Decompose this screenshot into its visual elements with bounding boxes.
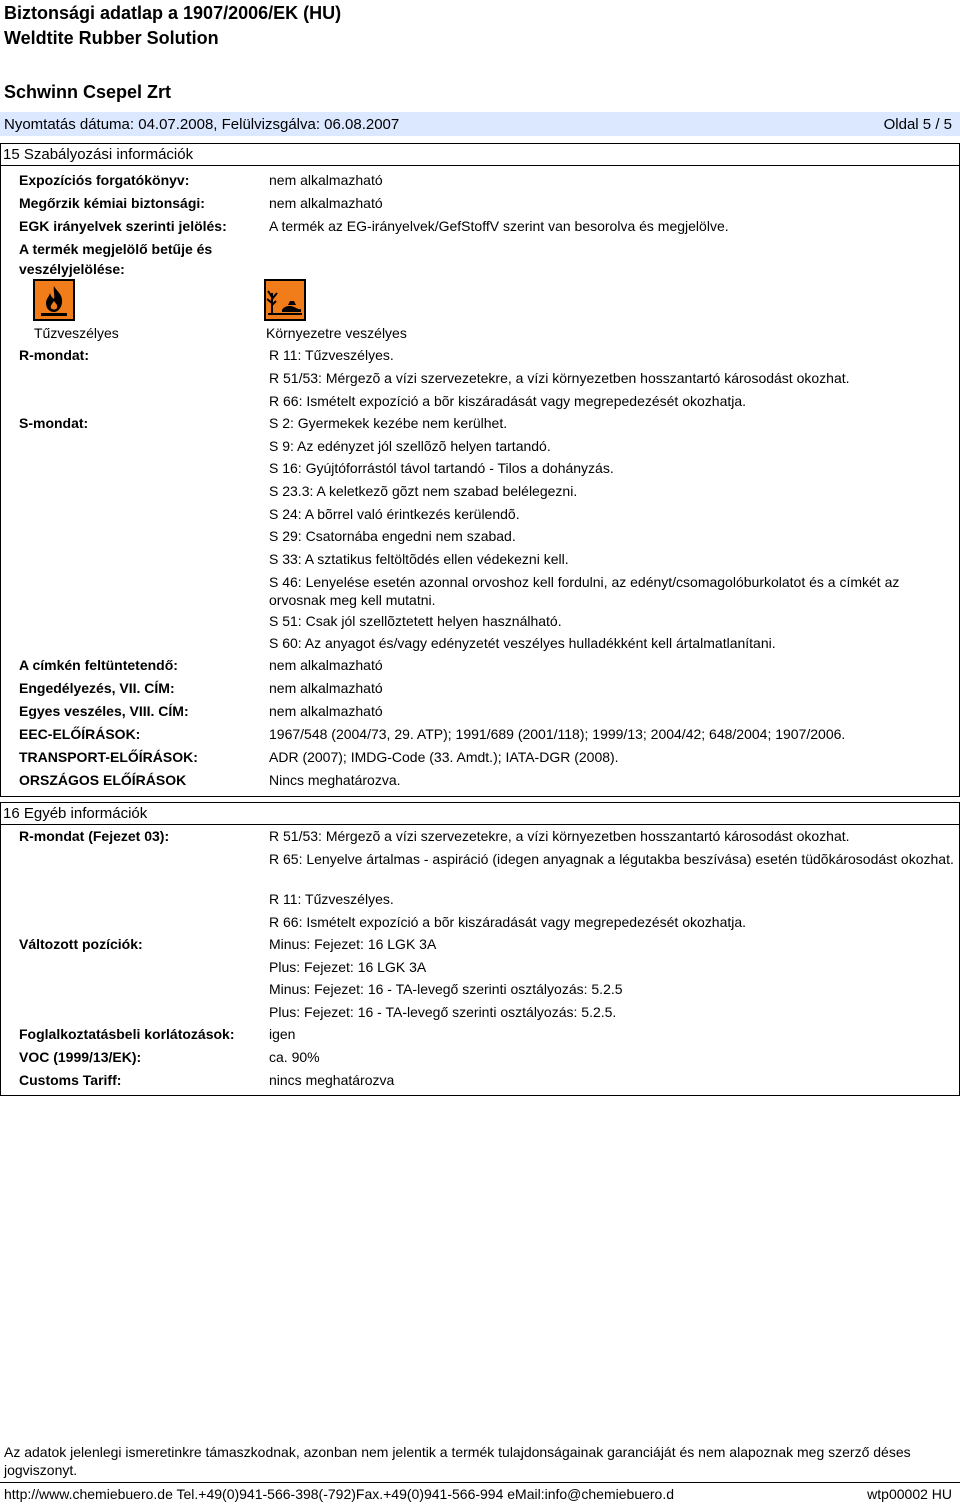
employment-label: Foglalkoztatásbeli korlátozások: xyxy=(19,1026,235,1042)
authorisation-value: nem alkalmazható xyxy=(269,680,383,696)
r-phrase-ch3-value: R 11: Tűzveszélyes. xyxy=(269,891,394,907)
r-phrase-ch3-value: R 65: Lenyelve ártalmas - aspiráció (idegen anyagnak a légutakba beszívása) esetén tüdõkárosodást okozhat. xyxy=(269,851,954,867)
egk-value: A termék az EG-irányelvek/GefStoffV szerint van besorolva és megjelölve. xyxy=(269,218,729,234)
eec-label: EEC-ELŐÍRÁSOK: xyxy=(19,726,141,742)
company-name: Schwinn Csepel Zrt xyxy=(4,82,172,102)
transport-value: ADR (2007); IMDG-Code (33. Amdt.); IATA-DGR (2008). xyxy=(269,749,619,765)
r-phrase-ch3-value: R 66: Ismételt expozíció a bõr kiszáradását vagy megrepedezését okozhatja. xyxy=(269,914,747,930)
footer-bar xyxy=(0,1482,960,1504)
voc-label: VOC (1999/13/EK): xyxy=(19,1049,142,1065)
voc-value: ca. 90% xyxy=(269,1049,320,1065)
customs-label: Customs Tariff: xyxy=(19,1072,122,1088)
changed-position-value: Minus: Fejezet: 16 LGK 3A xyxy=(269,936,437,952)
r-phrase-ch3-value: R 51/53: Mérgezõ a vízi szervezetekre, a vízi környezetben hosszantartó károsodást okozhat. xyxy=(269,828,850,844)
authorisation-label: Engedélyezés, VII. CÍM: xyxy=(19,680,175,696)
s-phrase-value: S 23.3: A keletkezõ gõzt nem szabad belélegezni. xyxy=(269,483,578,499)
changed-position-value: Minus: Fejezet: 16 - TA-levegő szerinti osztályozás: 5.2.5 xyxy=(269,981,623,997)
customs-value: nincs meghatározva xyxy=(269,1072,395,1088)
exposure-scenario-label: Expozíciós forgatókönyv: xyxy=(19,172,190,188)
egk-label: EGK irányelvek szerinti jelölés: xyxy=(19,218,227,234)
print-info: Nyomtatás dátuma: 04.07.2008, Felülvizsgálva: 06.08.2007 xyxy=(4,116,400,133)
chemical-safety-value: nem alkalmazható xyxy=(269,195,383,211)
s-phrase-value: S 9: Az edényzet jól szellõzõ helyen tartandó. xyxy=(269,438,551,454)
product-name: Weldtite Rubber Solution xyxy=(4,28,219,48)
restriction-label: Egyes veszéles, VIII. CÍM: xyxy=(19,703,189,719)
label-info-label: A címkén feltüntetendő: xyxy=(19,657,178,673)
label-info-value: nem alkalmazható xyxy=(269,657,383,673)
exposure-scenario-value: nem alkalmazható xyxy=(269,172,383,188)
changed-position-value: Plus: Fejezet: 16 - TA-levegő szerinti osztályozás: 5.2.5. xyxy=(269,1004,617,1020)
s-phrase-value: S 2: Gyermekek kezébe nem kerülhet. xyxy=(269,415,508,431)
environment-hazard-icon xyxy=(264,279,306,321)
s-phrase-value: S 33: A sztatikus feltöltõdés ellen védekezni kell. xyxy=(269,551,569,567)
r-phrase-ch3-label: R-mondat (Fejezet 03): xyxy=(19,828,170,844)
section-16-title: 16 Egyéb információk xyxy=(0,802,960,824)
document-title: Biztonsági adatlap a 1907/2006/EK (HU) xyxy=(4,3,342,23)
hazard-letter-label: A termék megjelölő betűje és veszélyjelölése: xyxy=(19,241,213,277)
s-phrase-value: S 16: Gyújtóforrástól távol tartandó - Tilos a dohányzás. xyxy=(269,460,614,476)
s-phrase-value: S 29: Csatornába engedni nem szabad. xyxy=(269,528,516,544)
r-phrase-value: R 11: Tűzveszélyes. xyxy=(269,347,394,363)
s-phrase-label: S-mondat: xyxy=(19,415,89,431)
r-phrase-value: R 51/53: Mérgezõ a vízi szervezetekre, a vízi környezetben hosszantartó károsodást okozhat. xyxy=(269,370,850,386)
disclaimer: Az adatok jelenlegi ismeretinkre támaszkodnak, azonban nem jelentik a termék tulajdonságainak garanciáját és nem alapoznak meg szerző déses jogviszonyt. xyxy=(4,1444,911,1478)
transport-label: TRANSPORT-ELŐÍRÁSOK: xyxy=(19,749,198,765)
document-code: wtp00002 HU xyxy=(867,1486,952,1502)
page-number: Oldal 5 / 5 xyxy=(883,116,952,133)
eec-value: 1967/548 (2004/73, 29. ATP); 1991/689 (2001/118); 1999/13; 2004/42; 648/2004; 1907/2006. xyxy=(269,726,846,742)
s-phrase-value: S 60: Az anyagot és/vagy edényzetét veszélyes hulladékként kell ártalmatlanítani. xyxy=(269,635,776,651)
s-phrase-value: S 24: A bõrrel való érintkezés kerülendõ. xyxy=(269,506,520,522)
employment-value: igen xyxy=(269,1026,296,1042)
national-value: Nincs meghatározva. xyxy=(269,772,401,788)
chemical-safety-label: Megőrzik kémiai biztonsági: xyxy=(19,195,205,211)
contact-info: http://www.chemiebuero.de Tel.+49(0)941-566-398(-792)Fax.+49(0)941-566-994 eMail:info@chemiebuero.d xyxy=(4,1486,675,1502)
changed-positions-label: Változott pozíciók: xyxy=(19,936,143,952)
changed-position-value: Plus: Fejezet: 16 LGK 3A xyxy=(269,959,427,975)
s-phrase-value: S 51: Csak jól szellõztetett helyen használható. xyxy=(269,613,562,629)
national-label: ORSZÁGOS ELŐÍRÁSOK xyxy=(19,772,187,788)
r-phrase-value: R 66: Ismételt expozíció a bõr kiszáradását vagy megrepedezését okozhatja. xyxy=(269,393,747,409)
section-15-title: 15 Szabályozási információk xyxy=(0,143,960,165)
restriction-value: nem alkalmazható xyxy=(269,703,383,719)
r-phrase-label: R-mondat: xyxy=(19,347,89,363)
environment-hazard-label: Környezetre veszélyes xyxy=(266,325,407,341)
flammable-label: Tűzveszélyes xyxy=(34,325,119,341)
flammable-icon xyxy=(33,279,75,321)
s-phrase-value: S 46: Lenyelése esetén azonnal orvoshoz kell fordulni, az edényt/csomagolóburkolatot és a címkét az orvosnak meg kell mutatni. xyxy=(269,574,900,608)
